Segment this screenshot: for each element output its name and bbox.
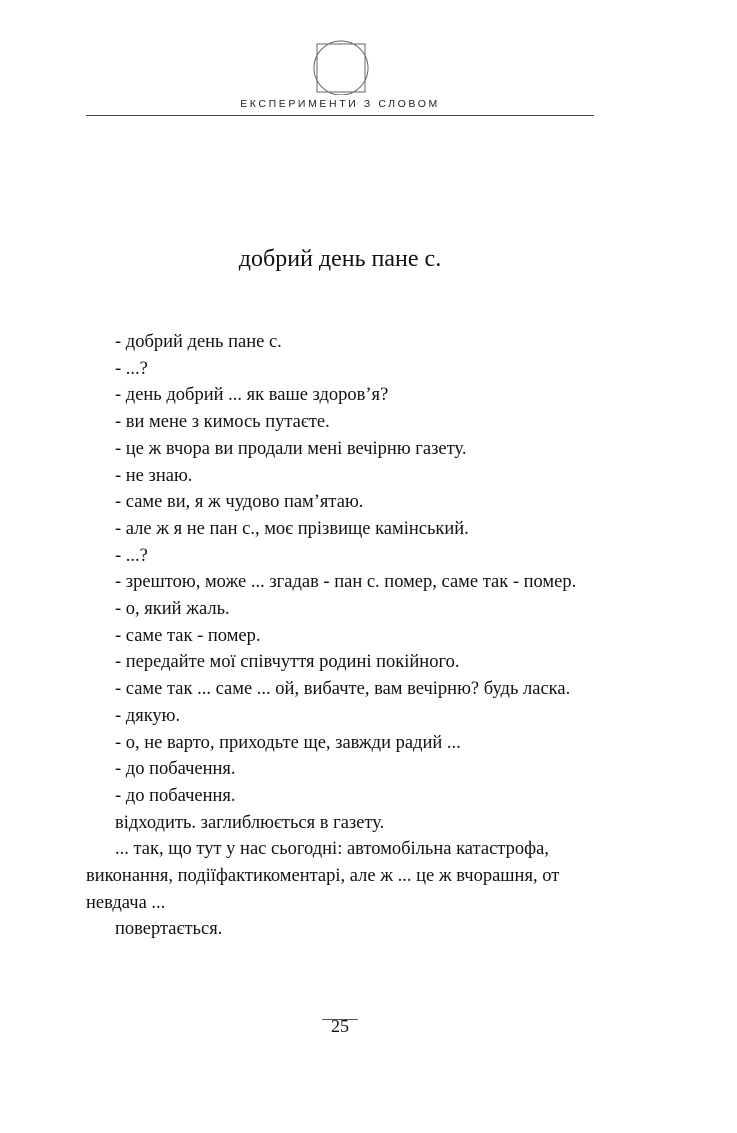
paragraph: - не знаю. xyxy=(115,465,193,486)
paragraph: - саме так - помер. xyxy=(115,625,261,646)
paragraph: - о, який жаль. xyxy=(115,599,230,620)
paragraph: ... так, що тут у нас сьогодні: автомобільна катастрофа, виконання, подіїфактикоментарі, але ж ... це ж вчорашня, от невдача ... xyxy=(86,839,560,913)
paragraph: відходить. заглиблюється в газету. xyxy=(115,812,385,833)
page-number: 25 xyxy=(331,1016,349,1036)
paragraph: - о, не варто, приходьте ще, завжди радий ... xyxy=(115,732,461,753)
running-header: ЕКСПЕРИМЕНТИ З СЛОВОМ xyxy=(240,98,440,110)
circle-square-emblem-icon xyxy=(311,40,371,95)
chapter-title: добрий день пане с. xyxy=(238,246,442,272)
paragraph: - день добрий ... як ваше здоров’я? xyxy=(115,385,389,406)
paragraph: - ...? xyxy=(115,358,148,379)
paragraph: - передайте мої співчуття родині покійного. xyxy=(115,652,460,673)
paragraph: - ви мене з кимось путаєте. xyxy=(115,412,330,433)
body-text xyxy=(86,329,601,943)
paragraph: - саме ви, я ж чудово пам’ятаю. xyxy=(115,492,364,513)
paragraph: - саме так ... саме ... ой, вибачте, вам вечірню? будь ласка. xyxy=(115,679,571,700)
paragraph: - зрештою, може ... згадав - пан с. помер, саме так - помер. xyxy=(115,572,577,593)
header-divider xyxy=(86,115,594,116)
paragraph: - дякую. xyxy=(115,705,181,726)
paragraph: повертається. xyxy=(115,919,223,940)
paragraph: - ...? xyxy=(115,545,148,566)
paragraph: - до побачення. xyxy=(115,785,236,806)
paragraph: - але ж я не пан с., моє прізвище камінський. xyxy=(115,518,469,539)
paragraph: - це ж вчора ви продали мені вечірню газету. xyxy=(115,438,467,459)
paragraph: - до побачення. xyxy=(115,759,236,780)
paragraph: - добрий день пане с. xyxy=(115,332,282,352)
